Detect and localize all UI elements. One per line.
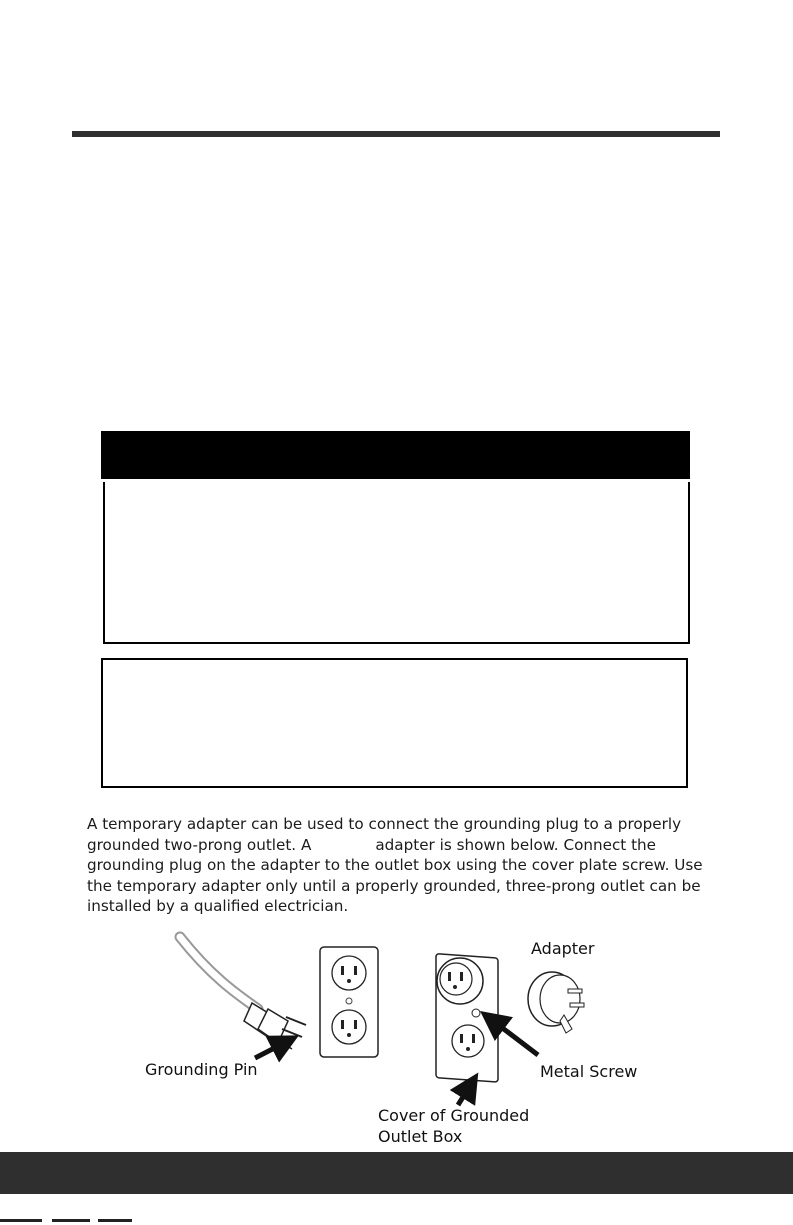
grounding-pin-label: Grounding Pin bbox=[145, 1060, 258, 1079]
cover-label-line2: Outlet Box bbox=[378, 1127, 463, 1146]
metal-screw-label: Metal Screw bbox=[540, 1062, 638, 1081]
cover-label-line1: Cover of Grounded bbox=[378, 1106, 530, 1125]
warning-header-bar bbox=[101, 431, 690, 479]
cover-arrow bbox=[458, 1081, 473, 1105]
grounding-plug-icon bbox=[180, 937, 306, 1049]
footer-bar bbox=[0, 1152, 793, 1194]
adapter-instructions bbox=[87, 814, 707, 917]
footer-cut-marks bbox=[0, 1219, 300, 1225]
grounding-adapter-illustration bbox=[140, 925, 660, 1150]
duplex-outlet-icon bbox=[320, 947, 378, 1057]
adapter-label: Adapter bbox=[531, 939, 595, 958]
caution-box bbox=[101, 658, 688, 788]
warning-box bbox=[103, 482, 690, 644]
adapter-instructions-part1: A temporary adapter can be used to connect the grounding plug to a properly grounded two-prong outlet. A bbox=[87, 815, 682, 854]
adapter-instructions-part2: adapter is shown below. Connect the grounding plug on the adapter to the outlet box using the cover plate screw. Use the temporary adapter only until a properly grounded, three-prong outlet can be installed by a qualified electrician. bbox=[87, 835, 703, 915]
grounding-pin-arrow bbox=[255, 1040, 290, 1058]
header-rule bbox=[72, 131, 720, 137]
adapter-icon bbox=[528, 972, 584, 1033]
